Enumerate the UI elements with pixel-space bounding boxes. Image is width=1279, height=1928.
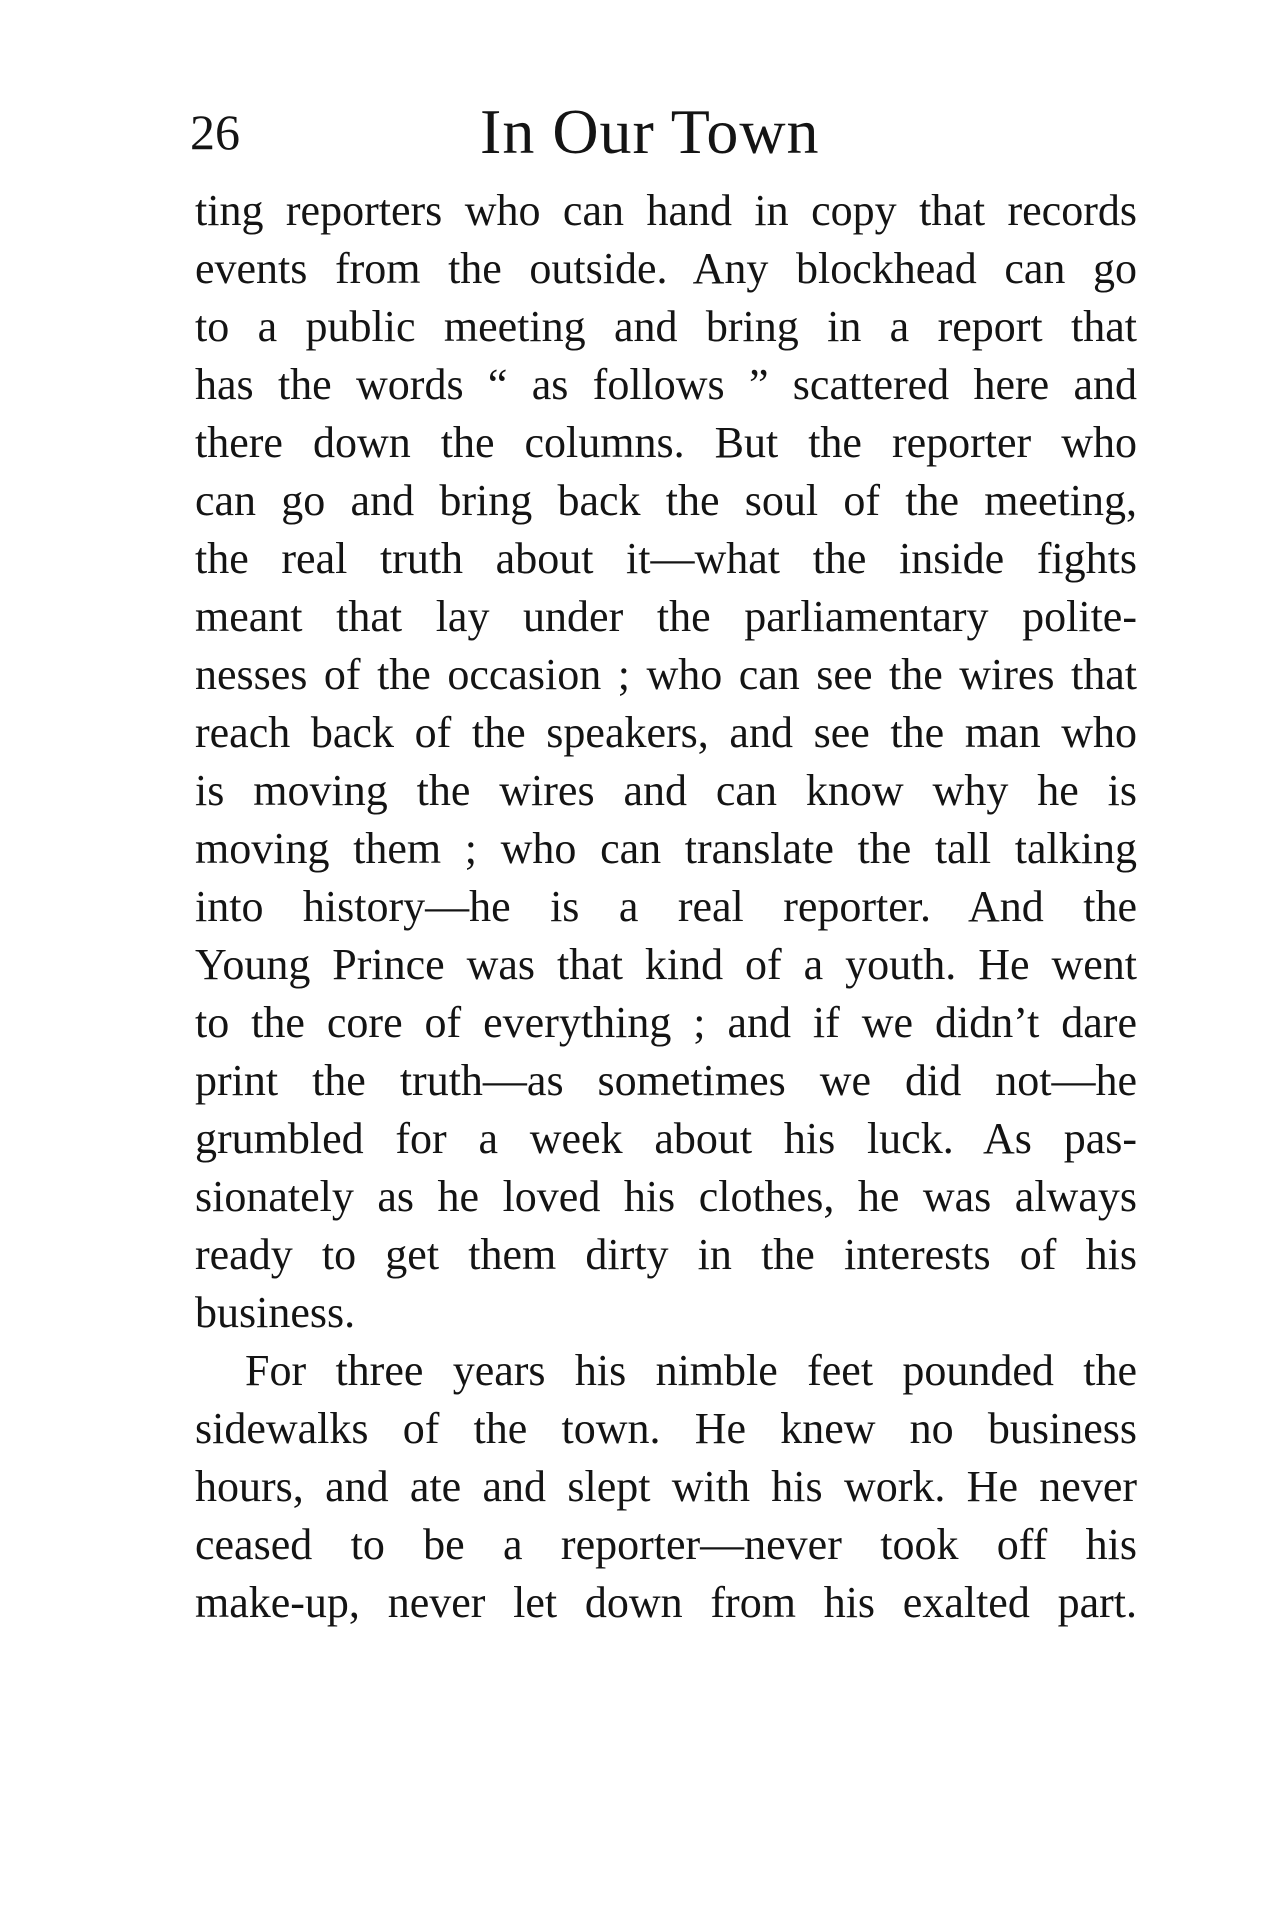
- text-line: ting reporters who can hand in copy that records: [195, 186, 1137, 235]
- text-line: ceased to be a reporter—never took off his: [195, 1520, 1137, 1569]
- text-line: Young Prince was that kind of a youth. He went: [195, 940, 1137, 989]
- text-line: business.: [195, 1288, 356, 1337]
- text-line: can go and bring back the soul of the meeting,: [195, 476, 1137, 525]
- text-line: nesses of the occasion ; who can see the wires that: [195, 650, 1137, 699]
- text-line: has the words “ as follows ” scattered here and: [195, 360, 1137, 409]
- text-line: into history—he is a real reporter. And the: [195, 882, 1137, 931]
- text-line: to a public meeting and bring in a report that: [195, 302, 1137, 351]
- page-header: [190, 92, 1140, 172]
- text-line: sionately as he loved his clothes, he was always: [195, 1172, 1137, 1221]
- running-title: In Our Town: [480, 96, 820, 167]
- text-line: For three years his nimble feet pounded the: [245, 1346, 1137, 1395]
- text-line: make-up, never let down from his exalted part.: [195, 1578, 1137, 1627]
- text-line: to the core of everything ; and if we didn’t dare: [195, 998, 1137, 1047]
- text-line: is moving the wires and can know why he is: [195, 766, 1137, 815]
- body-text: [195, 182, 1137, 1632]
- paragraph-2: [195, 1342, 1137, 1632]
- page-number: 26: [190, 104, 240, 160]
- text-line: events from the outside. Any blockhead can go: [195, 244, 1137, 293]
- text-line: the real truth about it—what the inside fights: [195, 534, 1137, 583]
- paragraph-1: [195, 182, 1137, 1342]
- text-line: hours, and ate and slept with his work. He never: [195, 1462, 1137, 1511]
- text-line: ready to get them dirty in the interests of his: [195, 1230, 1137, 1279]
- text-line: meant that lay under the parliamentary polite-: [195, 592, 1137, 641]
- text-line: grumbled for a week about his luck. As pas-: [195, 1114, 1137, 1163]
- text-line: there down the columns. But the reporter who: [195, 418, 1137, 467]
- text-line: reach back of the speakers, and see the man who: [195, 708, 1137, 757]
- text-line: sidewalks of the town. He knew no business: [195, 1404, 1137, 1453]
- text-line: print the truth—as sometimes we did not—he: [195, 1056, 1137, 1105]
- text-line: moving them ; who can translate the tall talking: [195, 824, 1137, 873]
